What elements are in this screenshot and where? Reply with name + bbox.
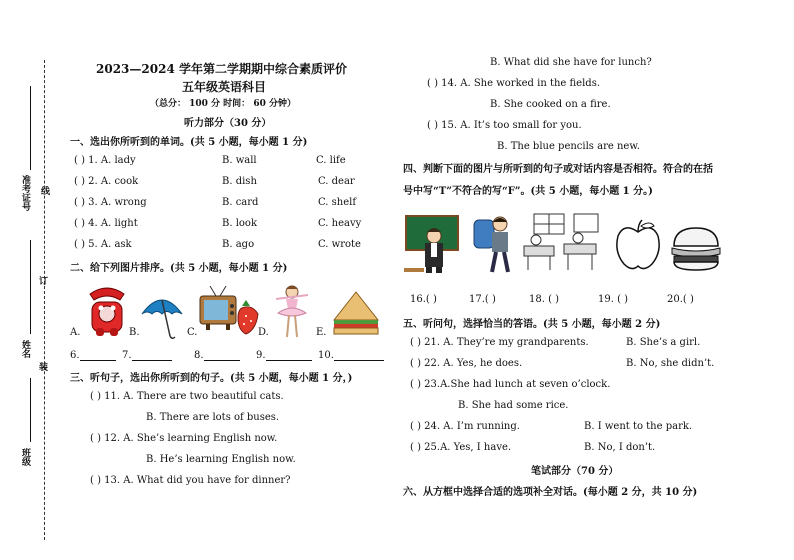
q11-option-a: ( ) 11. A. There are two beautiful cats. — [90, 391, 284, 402]
q2-option-a: ( ) 2. A. cook — [74, 176, 139, 187]
q21-option-b: B. She’s a girl. — [626, 337, 701, 348]
blank-7-line[interactable] — [132, 349, 172, 361]
q5-option-b: B. ago — [222, 239, 255, 250]
q4-option-c: C. heavy — [318, 218, 362, 229]
blank-7-number: 7. — [122, 350, 132, 361]
q15-option-b: B. The blue pencils are new. — [497, 141, 640, 152]
class-underline — [30, 378, 31, 442]
q13-option-a: ( ) 13. A. What did you have for dinner? — [90, 475, 291, 486]
ballerina-picture — [272, 283, 312, 341]
answer-20[interactable]: 20.( ) — [667, 294, 694, 305]
class-label: 班级 — [20, 448, 30, 466]
q4-option-b: B. look — [222, 218, 258, 229]
picture-letter-e: E. — [316, 327, 327, 338]
sandwich-picture — [330, 290, 382, 338]
section3-title: 三、听句子，选出你所听到的句子。(共 5 小题，每小题 1 分，) — [70, 373, 353, 384]
q15-option-a: ( ) 15. A. It’s too small for you. — [427, 120, 582, 131]
q22-option-a: ( ) 22. A. Yes, he does. — [410, 358, 523, 369]
blank-8-line[interactable] — [204, 349, 240, 361]
line-mark: 线 — [39, 186, 49, 195]
q11-option-b: B. There are lots of buses. — [146, 412, 280, 423]
answer-16[interactable]: 16.( ) — [410, 294, 437, 305]
blank-10-number: 10. — [318, 350, 334, 361]
section5-title: 五、听问句，选择恰当的答语。(共 5 小题，每小题 2 分) — [403, 319, 661, 330]
section1-title: 一、选出你所听到的单词。(共 5 小题，每小题 1 分) — [70, 137, 308, 148]
name-label: 姓名 — [20, 340, 30, 358]
exam-subtitle: 五年级英语科目 — [182, 80, 267, 94]
blank-9-number: 9. — [256, 350, 266, 361]
section6-title: 六、从方框中选择合适的选项补全对话。(每小题 2 分，共 10 分) — [403, 487, 698, 498]
answer-19[interactable]: 19. ( ) — [598, 294, 629, 305]
picture-letter-c: C. — [187, 327, 198, 338]
picture-letter-a: A. — [70, 327, 81, 338]
q1-option-c: C. life — [316, 155, 346, 166]
blank-6-number: 6. — [70, 350, 80, 361]
q5-option-c: C. wrote — [318, 239, 361, 250]
q3-option-c: C. shelf — [318, 197, 357, 208]
student-backpack-picture — [470, 212, 516, 274]
q23-option-a: ( ) 23.A.She had lunch at seven o’clock. — [410, 379, 611, 390]
zhuang-mark: 装 — [37, 362, 47, 371]
section4-title-line2: 号中写“T”不符合的写“F”。(共 5 小题，每小题 1 分。) — [403, 186, 653, 197]
blank-9-line[interactable] — [266, 349, 312, 361]
apple-picture — [614, 218, 662, 274]
blank-6-line[interactable] — [80, 349, 116, 361]
q3-option-a: ( ) 3. A. wrong — [74, 197, 147, 208]
section4-title-line1: 四、判断下面的图片与所听到的句子或对话内容是否相符。符合的在括 — [403, 164, 713, 175]
listening-heading: 听力部分（30 分） — [184, 118, 272, 129]
q12-option-b: B. He’s learning English now. — [146, 454, 296, 465]
answer-18[interactable]: 18. ( ) — [529, 294, 560, 305]
exam-id-label: 准考证号 — [20, 175, 30, 211]
blank-10-line[interactable] — [334, 349, 384, 361]
written-heading: 笔试部分（70 分） — [531, 466, 619, 477]
q25-option-b: B. No, I don’t. — [584, 442, 656, 453]
teacher-blackboard-picture — [404, 214, 460, 274]
name-underline — [30, 240, 31, 334]
q24-option-a: ( ) 24. A. I’m running. — [410, 421, 520, 432]
ding-mark: 订 — [37, 276, 47, 285]
q5-option-a: ( ) 5. A. ask — [74, 239, 132, 250]
q1-option-a: ( ) 1. A. lady — [74, 155, 136, 166]
q2-option-c: C. dear — [318, 176, 355, 187]
q2-option-b: B. dish — [222, 176, 257, 187]
q14-option-b: B. She cooked on a fire. — [490, 99, 611, 110]
q23-option-b: B. She had some rice. — [458, 400, 569, 411]
q12-option-a: ( ) 12. A. She’s learning English now. — [90, 433, 278, 444]
q3-option-b: B. card — [222, 197, 259, 208]
q22-option-b: B. No, she didn’t. — [626, 358, 715, 369]
q13-option-b: B. What did she have for lunch? — [490, 57, 652, 68]
exam-title: 2023—2024 学年第二学期期中综合素质评价 — [96, 62, 347, 76]
q1-option-b: B. wall — [222, 155, 257, 166]
section2-title: 二、给下列图片排序。(共 5 小题，每小题 1 分) — [70, 263, 288, 274]
q21-option-a: ( ) 21. A. They’re my grandparents. — [410, 337, 589, 348]
dashed-cut-line — [44, 60, 45, 540]
hamburger-picture — [670, 226, 722, 272]
q24-option-b: B. I went to the park. — [584, 421, 693, 432]
exam-info: （总分： 100 分 时间： 60 分钟） — [150, 99, 296, 109]
telephone-picture — [84, 284, 130, 340]
tv-and-strawberry-picture — [196, 286, 260, 338]
q25-option-a: ( ) 25.A. Yes, I have. — [410, 442, 512, 453]
blank-8-number: 8. — [194, 350, 204, 361]
q4-option-a: ( ) 4. A. light — [74, 218, 138, 229]
q14-option-a: ( ) 14. A. She worked in the fields. — [427, 78, 600, 89]
exam-id-underline — [30, 86, 31, 170]
picture-letter-b: B. — [129, 327, 140, 338]
classroom-picture — [520, 212, 602, 274]
answer-17[interactable]: 17.( ) — [469, 294, 496, 305]
picture-letter-d: D. — [258, 327, 269, 338]
umbrella-picture — [140, 292, 184, 340]
